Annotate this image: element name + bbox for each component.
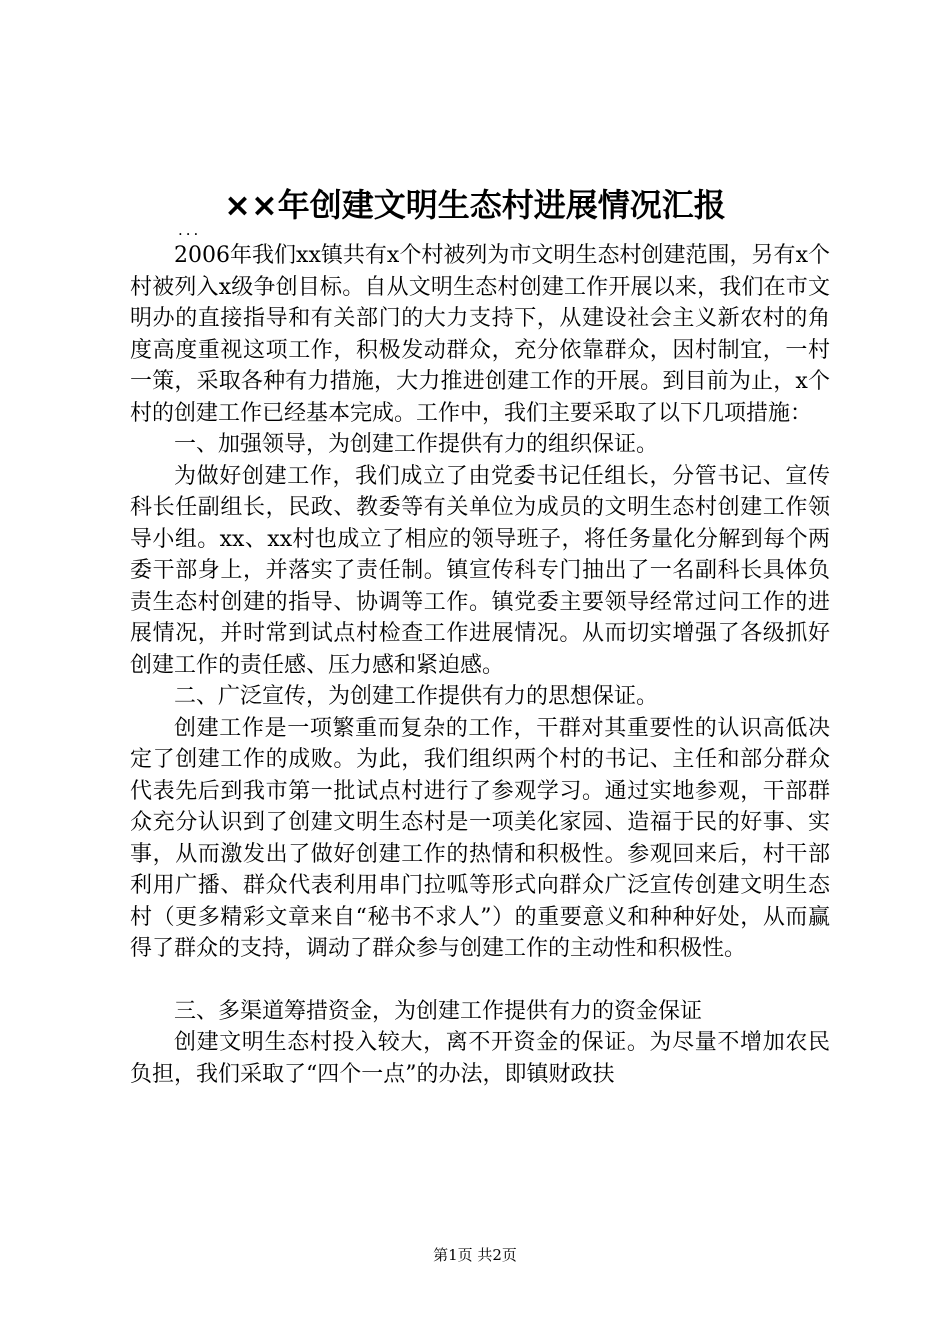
page-number-footer: 第1页 共2页 [433,1246,517,1264]
paragraph-gap [130,965,830,996]
paragraph-section-3: 创建文明生态村投入较大，离不开资金的保证。为尽量不增加农民负担，我们采取了“四个一点”的办法，即镇财政扶 [130,1030,830,1087]
paragraph-section-2: 创建工作是一项繁重而复杂的工作，干群对其重要性的认识高低决定了创建工作的成败。为此，我们组织两个村的书记、主任和部分群众代表先后到我市第一批试点村进行了参观学习。通过实地参观，干部群众充分认识到了创建文明生态村是一项美化家园、造福于民的好事、实事，从而激发出了做好创建工作的热情和积极性。参观回来后，村干部利用广播、群众代表利用串门拉呱等形式向群众广泛宣传创建文明生态村（更多精彩文章来自“秘书不求人”）的重要意义和种种好处，从而赢得了群众的支持，调动了群众参与创建工作的主动性和积极性。 [130,715,830,961]
heading-section-1: 一、加强领导，为创建工作提供有力的组织保证。 [174,432,659,457]
heading-section-2: 二、广泛宣传，为创建工作提供有力的思想保证。 [174,684,659,709]
document-title: ××年创建文明生态村进展情况汇报 [224,186,726,224]
document-body [130,240,830,1090]
paragraph-section-1: 为做好创建工作，我们成立了由党委书记任组长，分管书记、宣传科长任副组长，民政、教委等有关单位为成员的文明生态村创建工作领导小组。xx、xx村也成立了相应的领导班子，将任务量化分解到每个两委干部身上，并落实了责任制。镇宣传科专门抽出了一名副科长具体负责生态村创建的指导、协调等工作。镇党委主要领导经常过问工作的进展情况，并时常到试点村检查工作进展情况。从而切实增强了各级抓好创建工作的责任感、压力感和紧迫感。 [130,463,830,678]
paragraph-intro: 2006年我们xx镇共有x个村被列为市文明生态村创建范围，另有x个村被列入x级争创目标。自从文明生态村创建工作开展以来，我们在市文明办的直接指导和有关部门的大力支持下，从建设社会主义新农村的角度高度重视这项工作，积极发动群众，充分依靠群众，因村制宜，一村一策，采取各种有力措施，大力推进创建工作的开展。到目前为止，x个村的创建工作已经基本完成。工作中，我们主要采取了以下几项措施： [130,243,830,426]
ellipsis-marker: ... [178,221,202,239]
heading-section-3: 三、多渠道筹措资金，为创建工作提供有力的资金保证 [174,998,703,1024]
